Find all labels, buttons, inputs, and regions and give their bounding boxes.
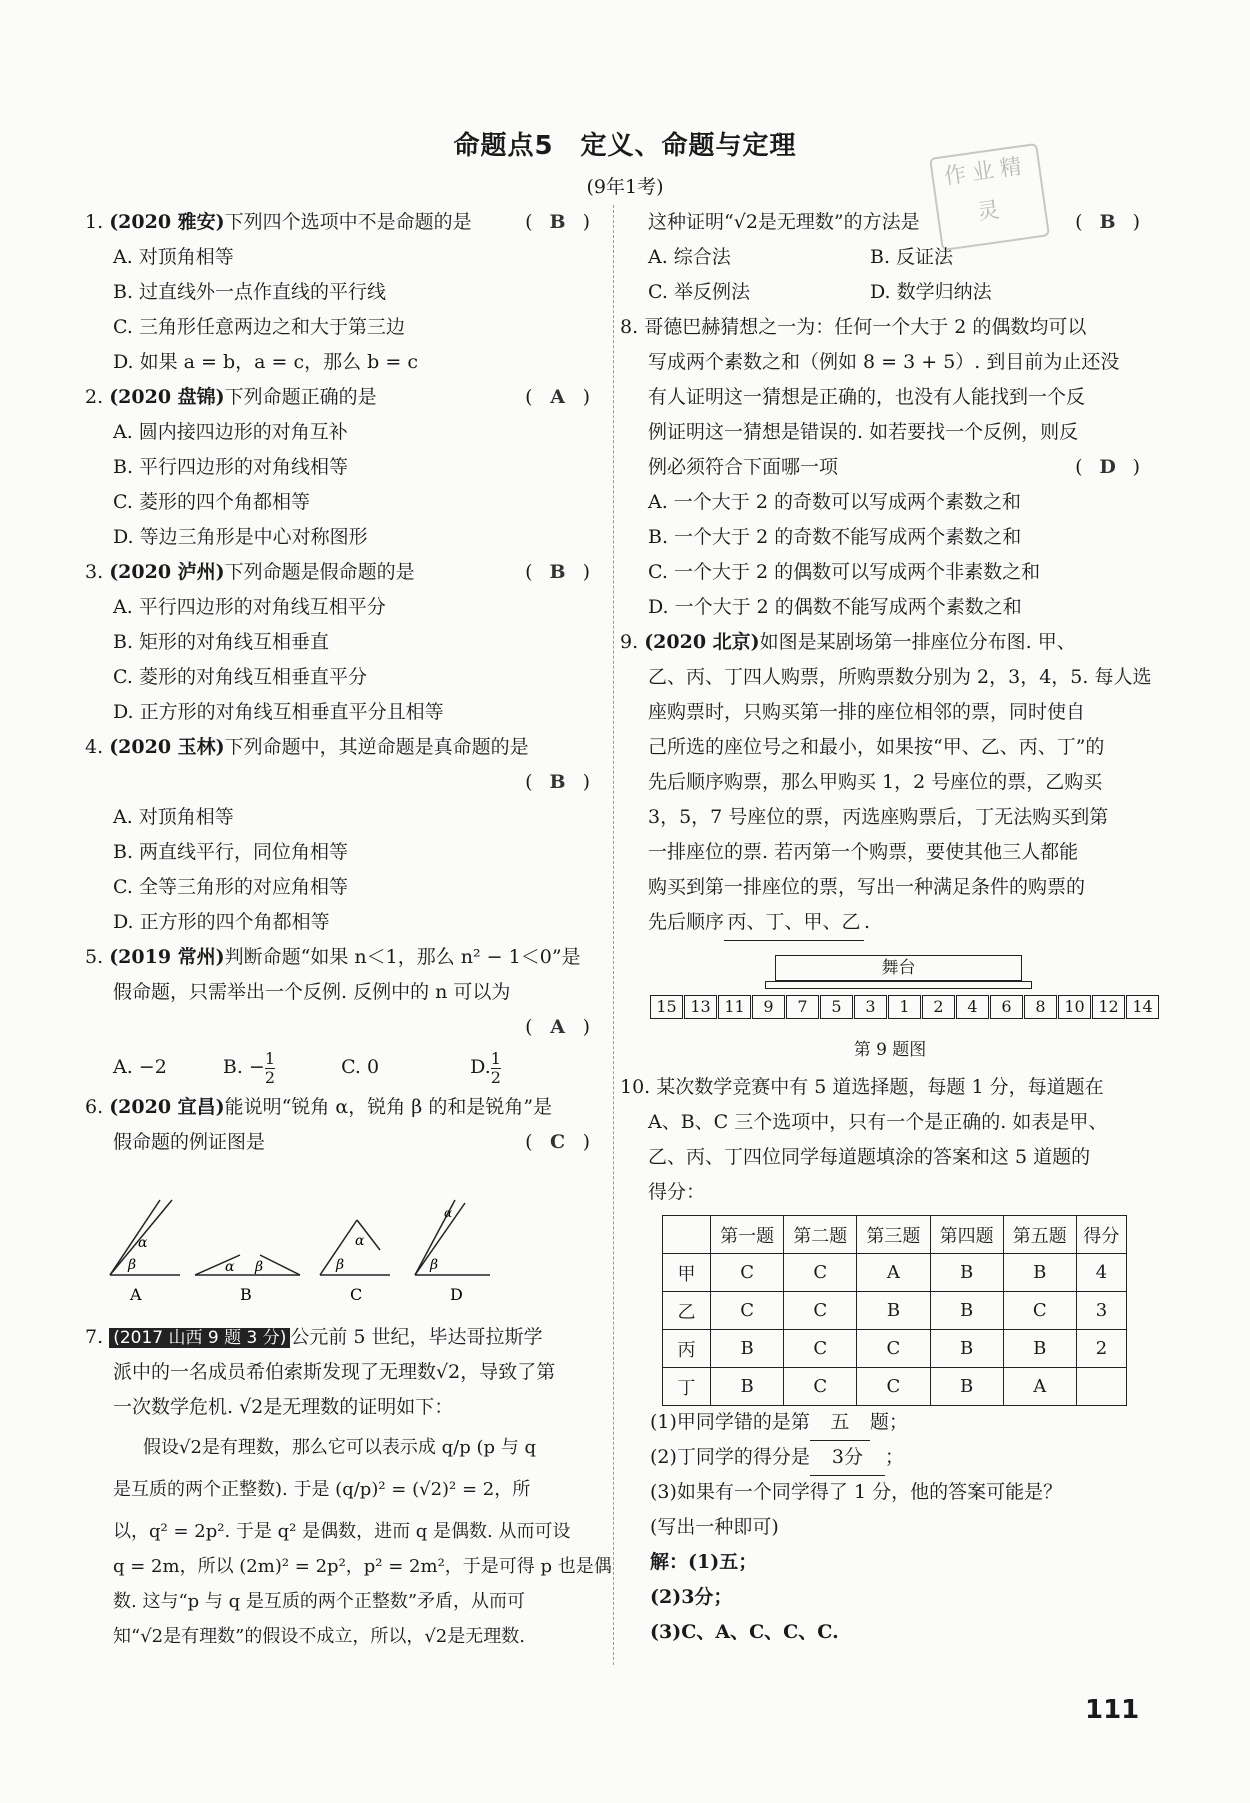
q8-option: B. 一个大于 2 的奇数不能写成两个素数之和 [648, 526, 1022, 548]
table-cell: 2 [1076, 1330, 1126, 1368]
q7-options: C. 举反例法 D. 数学归纳法 [648, 281, 992, 303]
figure-d [415, 1200, 490, 1275]
q8-stem-cont: 有人证明这一猜想是正确的，也没有人能找到一个反 [648, 386, 1086, 408]
figure-d-beta: β [430, 1257, 439, 1273]
page-subtitle: (9年1考) [586, 176, 664, 198]
q5-stem-cont: 假命题，只需举出一个反例. 反例中的 n 可以为 [113, 981, 511, 1003]
figure-b [195, 1255, 300, 1275]
table-cell: B [711, 1368, 784, 1406]
q10-solution-line: (2)3分； [650, 1586, 733, 1608]
q9-stem-cont: 一排座位的票. 若丙第一个购票，要使其他三人都能 [648, 841, 1079, 863]
table-cell: 甲 [663, 1254, 711, 1292]
table-cell: B [1003, 1330, 1076, 1368]
q1-option: C. 三角形任意两边之和大于第三边 [113, 316, 405, 338]
stamp-text: 作业精灵 [942, 153, 1030, 226]
q6-stem: 6. (2020 宜昌)能说明“锐角 α，锐角 β 的和是锐角”是 [85, 1096, 553, 1118]
seat: 8 [1024, 995, 1057, 1019]
q7-block [85, 1320, 612, 1653]
table-cell: C [784, 1330, 857, 1368]
q1-stem: 1. (2020 雅安)下列四个选项中不是命题的是 ( B ) [85, 205, 590, 240]
q7-options: A. 综合法 B. 反证法 [648, 246, 954, 268]
q10-stem: 10. 某次数学竞赛中有 5 道选择题，每题 1 分，每道题在 [620, 1076, 1104, 1098]
table-header: 第四题 [930, 1216, 1003, 1254]
stage-base [765, 981, 1032, 989]
table-cell: C [784, 1292, 857, 1330]
seat: 5 [820, 995, 853, 1019]
table-row [663, 1368, 1127, 1406]
q7-proof-line: 知“√2是有理数”的假设不成立，所以，√2是无理数. [113, 1626, 525, 1647]
table-header: 得分 [1076, 1216, 1126, 1254]
seat: 2 [922, 995, 955, 1019]
q10-stem-cont: 乙、丙、丁四位同学每道题填涂的答案和这 5 道题的 [648, 1146, 1091, 1168]
q3-answer: B [549, 561, 566, 583]
q1-option: B. 过直线外一点作直线的平行线 [113, 281, 387, 303]
q3-option: D. 正方形的对角线互相垂直平分且相等 [113, 701, 444, 723]
q5-stem: 5. (2019 常州)判断命题“如果 n＜1，那么 n² − 1＜0”是 [85, 946, 581, 968]
table-cell: 丙 [663, 1330, 711, 1368]
seat: 15 [650, 995, 683, 1019]
q3-option: A. 平行四边形的对角线互相平分 [113, 596, 386, 618]
q2-option: D. 等边三角形是中心对称图形 [113, 526, 368, 548]
seat: 14 [1126, 995, 1159, 1019]
q9-stem-cont: 乙、丙、丁四人购票，所购票数分别为 2，3，4，5. 每人选 [648, 666, 1152, 688]
q8-option: A. 一个大于 2 的奇数可以写成两个素数之和 [648, 491, 1021, 513]
q8-stem-cont: 例证明这一猜想是错误的. 如若要找一个反例，则反 [648, 421, 1079, 443]
table-header [663, 1216, 711, 1254]
q3-option: C. 菱形的对角线互相垂直平分 [113, 666, 367, 688]
table-cell: B [930, 1292, 1003, 1330]
stage-label: 舞台 [881, 958, 916, 978]
table-cell: B [930, 1368, 1003, 1406]
q9-stem-cont: 座购票时，只购买第一排的座位相邻的票，同时使自 [648, 701, 1086, 723]
column-divider [613, 205, 614, 1665]
q10-sub3: (3)如果有一个同学得了 1 分，他的答案可能是？ [650, 1481, 1063, 1503]
q4-stem: 4. (2020 玉林)下列命题中，其逆命题是真命题的是 [85, 736, 529, 758]
q9-stem: 9. (2020 北京)如图是某剧场第一排座位分布图. 甲、 [620, 631, 1076, 653]
q3-option: B. 矩形的对角线互相垂直 [113, 631, 330, 653]
seat: 1 [888, 995, 921, 1019]
q1-answer: B [549, 211, 566, 233]
q10-sub2-answer: 3分 [810, 1440, 885, 1476]
table-cell: B [930, 1254, 1003, 1292]
figure-a-alpha: α [138, 1235, 148, 1251]
table-header: 第三题 [857, 1216, 930, 1254]
table-row [663, 1292, 1127, 1330]
table-cell: C [857, 1330, 930, 1368]
q10-sub1-answer: 五 [810, 1405, 870, 1441]
q8-stem-cont: 写成两个素数之和（例如 8 = 3 + 5）. 到目前为止还没 [648, 351, 1120, 373]
q6-stem-cont: 假命题的例证图是 ( C ) [85, 1125, 590, 1160]
q7-proof-line: 假设√2是有理数，那么它可以表示成 q/p (p 与 q [143, 1437, 536, 1458]
table-cell: B [711, 1330, 784, 1368]
q2-stem: 2. (2020 盘锦)下列命题正确的是 ( A ) [85, 380, 590, 415]
figure-c-label: C [350, 1285, 363, 1304]
seat: 10 [1058, 995, 1091, 1019]
q9-figure-caption: 第 9 题图 [853, 1040, 927, 1060]
table-cell: C [784, 1254, 857, 1292]
table-cell: 3 [1076, 1292, 1126, 1330]
q10-stem-cont: 得分： [648, 1181, 706, 1203]
table-cell: 丁 [663, 1368, 711, 1406]
q9-stem-cont: 购买到第一排座位的票，写出一种满足条件的购票的 [648, 876, 1086, 898]
q4-option: A. 对顶角相等 [113, 806, 234, 828]
figure-d-label: D [450, 1285, 463, 1304]
seat: 4 [956, 995, 989, 1019]
table-cell: A [1003, 1368, 1076, 1406]
table-cell: C [784, 1368, 857, 1406]
answer-table [662, 1215, 1127, 1406]
table-cell: B [930, 1330, 1003, 1368]
stage [775, 955, 1022, 981]
q8-stem: 8. 哥德巴赫猜想之一为：任何一个大于 2 的偶数均可以 [620, 316, 1087, 338]
q7-proof-line: 以，q² = 2p². 于是 q² 是偶数，进而 q 是偶数. 从而可设 [113, 1521, 571, 1542]
seat: 12 [1092, 995, 1125, 1019]
seat: 11 [718, 995, 751, 1019]
q10-sub2: (2)丁同学的得分是 3分 ； [650, 1440, 1140, 1475]
figure-b-alpha: α [225, 1259, 235, 1275]
q3-stem: 3. (2020 泸州)下列命题是假命题的是 ( B ) [85, 555, 590, 590]
q7-proof-line: 是互质的两个正整数). 于是 (q/p)² = (√2)² = 2，所 [113, 1479, 531, 1500]
q7-answer: B [1099, 211, 1116, 233]
figure-c-alpha: α [355, 1233, 365, 1249]
left-column: 1. (2020 雅安)下列四个选项中不是命题的是 ( B ) A. 对顶角相等 B. 过直线外一点作直线的平行线 C. 三角形任意两边之和大于第三边 D. 如果 a = b，a = c，那么 b = c 2. (2020 盘锦)下列命题正确的是 ( A ) A. 圆内接四边形的对角互补 B. 平行四边形的对角线相等 C. 菱形的四个角都相等 D. 等边三角形是中心对称图形 3. (2020 泸州)下列命题是假命题的是 ( B ) A. 平行四边形的对角线互相平分 B. 矩形的对角线互相垂直 C. 菱形的对角线互相垂直平分 D. 正方形的对角线互相垂直平分且相等 4. (2020 玉林)下列命题中，其逆命题是真命题的是 ( B ) A. 对顶角相等 B. 两直线平行，同位角相等 C. 全等三角形的对应角相等 D. 正方形的四个角都相等 5. (2019 常州)判断命题“如果 n＜1，那么 n² − 1＜0”是 假命题，只需举出一个反例. 反例中的 n 可以为 ( A ) A. −2 B. − $\frac{1}{2}$ C. 0 D. $\frac{1}{2}$ 6. (2020 宜昌)能说明“锐角 α，锐角 β 的和是锐角”是 假命题的例证图是 ( C ) [85, 205, 590, 1160]
table-row [663, 1330, 1127, 1368]
q2-option: A. 圆内接四边形的对角互补 [113, 421, 348, 443]
table-cell: 4 [1076, 1254, 1126, 1292]
q5-options: A. −2 B. − $\frac{1}{2}$ C. 0 D. $\frac{1}{2}$ [113, 1048, 501, 1087]
seat-row [650, 995, 1160, 1019]
table-cell: B [857, 1292, 930, 1330]
q7-stem-cont: 一次数学危机. √2是无理数的证明如下： [113, 1396, 454, 1418]
q7-proof-line: q = 2m，所以 (2m)² = 2p²，p² = 2m²，于是可得 p 也是偶 [113, 1556, 612, 1577]
table-cell: B [1003, 1254, 1076, 1292]
q4-answer: B [549, 771, 566, 793]
q10-sub3-note: (写出一种即可) [650, 1516, 779, 1538]
q9-answer: 丙、丁、甲、乙 [724, 905, 864, 941]
page-number: 111 [1085, 1695, 1140, 1725]
figure-a-label: A [130, 1285, 142, 1304]
table-cell: A [857, 1254, 930, 1292]
table-cell: C [711, 1254, 784, 1292]
q10-subquestions [650, 1405, 1140, 1650]
figure-b-label: B [240, 1285, 252, 1304]
table-header: 第五题 [1003, 1216, 1076, 1254]
q10-sub1: (1)甲同学错的是第 五 题； [650, 1405, 1140, 1440]
q8-answer: D [1099, 456, 1116, 478]
right-column [620, 205, 1152, 940]
table-cell: C [711, 1292, 784, 1330]
q7-source: (2017 山西 9 题 3 分) [109, 1328, 290, 1348]
q6-figures [100, 1195, 570, 1315]
q9-answer-line: 先后顺序 丙、丁、甲、乙 . [620, 905, 1130, 940]
table-cell: C [1003, 1292, 1076, 1330]
q9-stem-cont: 3，5，7 号座位的票，丙选座购票后，丁无法购买到第 [648, 806, 1109, 828]
figure-b-beta: β [255, 1259, 264, 1275]
q8-stem-cont: 例必须符合下面哪一项 ( D ) [620, 450, 1130, 485]
table-cell: 乙 [663, 1292, 711, 1330]
q1-option: D. 如果 a = b，a = c，那么 b = c [113, 351, 418, 373]
q4-option: C. 全等三角形的对应角相等 [113, 876, 348, 898]
q5-answer: A [550, 1016, 565, 1038]
figure-a-beta: β [128, 1257, 137, 1273]
table-row [663, 1254, 1127, 1292]
seat: 9 [752, 995, 785, 1019]
table-header-row [663, 1216, 1127, 1254]
q2-option: C. 菱形的四个角都相等 [113, 491, 310, 513]
seat: 3 [854, 995, 887, 1019]
q7-proof-line: 数. 这与“p 与 q 是互质的两个正整数”矛盾，从而可 [113, 1591, 526, 1612]
table-header: 第二题 [784, 1216, 857, 1254]
table-cell [1076, 1368, 1126, 1406]
q8-option: D. 一个大于 2 的偶数不能写成两个素数之和 [648, 596, 1022, 618]
q7-stem: 7. (2017 山西 9 题 3 分) 公元前 5 世纪，毕达哥拉斯学 [85, 1326, 543, 1348]
q2-option: B. 平行四边形的对角线相等 [113, 456, 349, 478]
q7-cont: 这种证明“√2是无理数”的方法是 ( B ) [620, 205, 1130, 240]
seat: 13 [684, 995, 717, 1019]
q10-block [620, 1070, 1140, 1210]
figure-d-alpha: α [444, 1206, 453, 1220]
q7-stem-cont: 派中的一名成员希伯索斯发现了无理数√2，导致了第 [113, 1361, 556, 1383]
q9-stem-cont: 己所选的座位号之和最小，如果按“甲、乙、丙、丁”的 [648, 736, 1105, 758]
q4-option: D. 正方形的四个角都相等 [113, 911, 330, 933]
q9-stem-cont: 先后顺序购票，那么甲购买 1，2 号座位的票，乙购买 [648, 771, 1103, 793]
table-cell: C [857, 1368, 930, 1406]
q10-solution-line: 解：(1)五； [650, 1551, 758, 1573]
q10-solution-line: (3)C、A、C、C、C. [650, 1621, 839, 1643]
q8-option: C. 一个大于 2 的偶数可以写成两个非素数之和 [648, 561, 1041, 583]
q10-stem-cont: A、B、C 三个选项中，只有一个是正确的. 如表是甲、 [648, 1111, 1108, 1133]
q1-option: A. 对顶角相等 [113, 246, 234, 268]
q6-answer: C [550, 1131, 566, 1153]
seat: 6 [990, 995, 1023, 1019]
figure-c-beta: β [336, 1257, 345, 1273]
page-title: 命题点5 定义、命题与定理 [453, 131, 797, 161]
q4-option: B. 两直线平行，同位角相等 [113, 841, 349, 863]
q2-answer: A [550, 386, 565, 408]
seat: 7 [786, 995, 819, 1019]
table-header: 第一题 [711, 1216, 784, 1254]
